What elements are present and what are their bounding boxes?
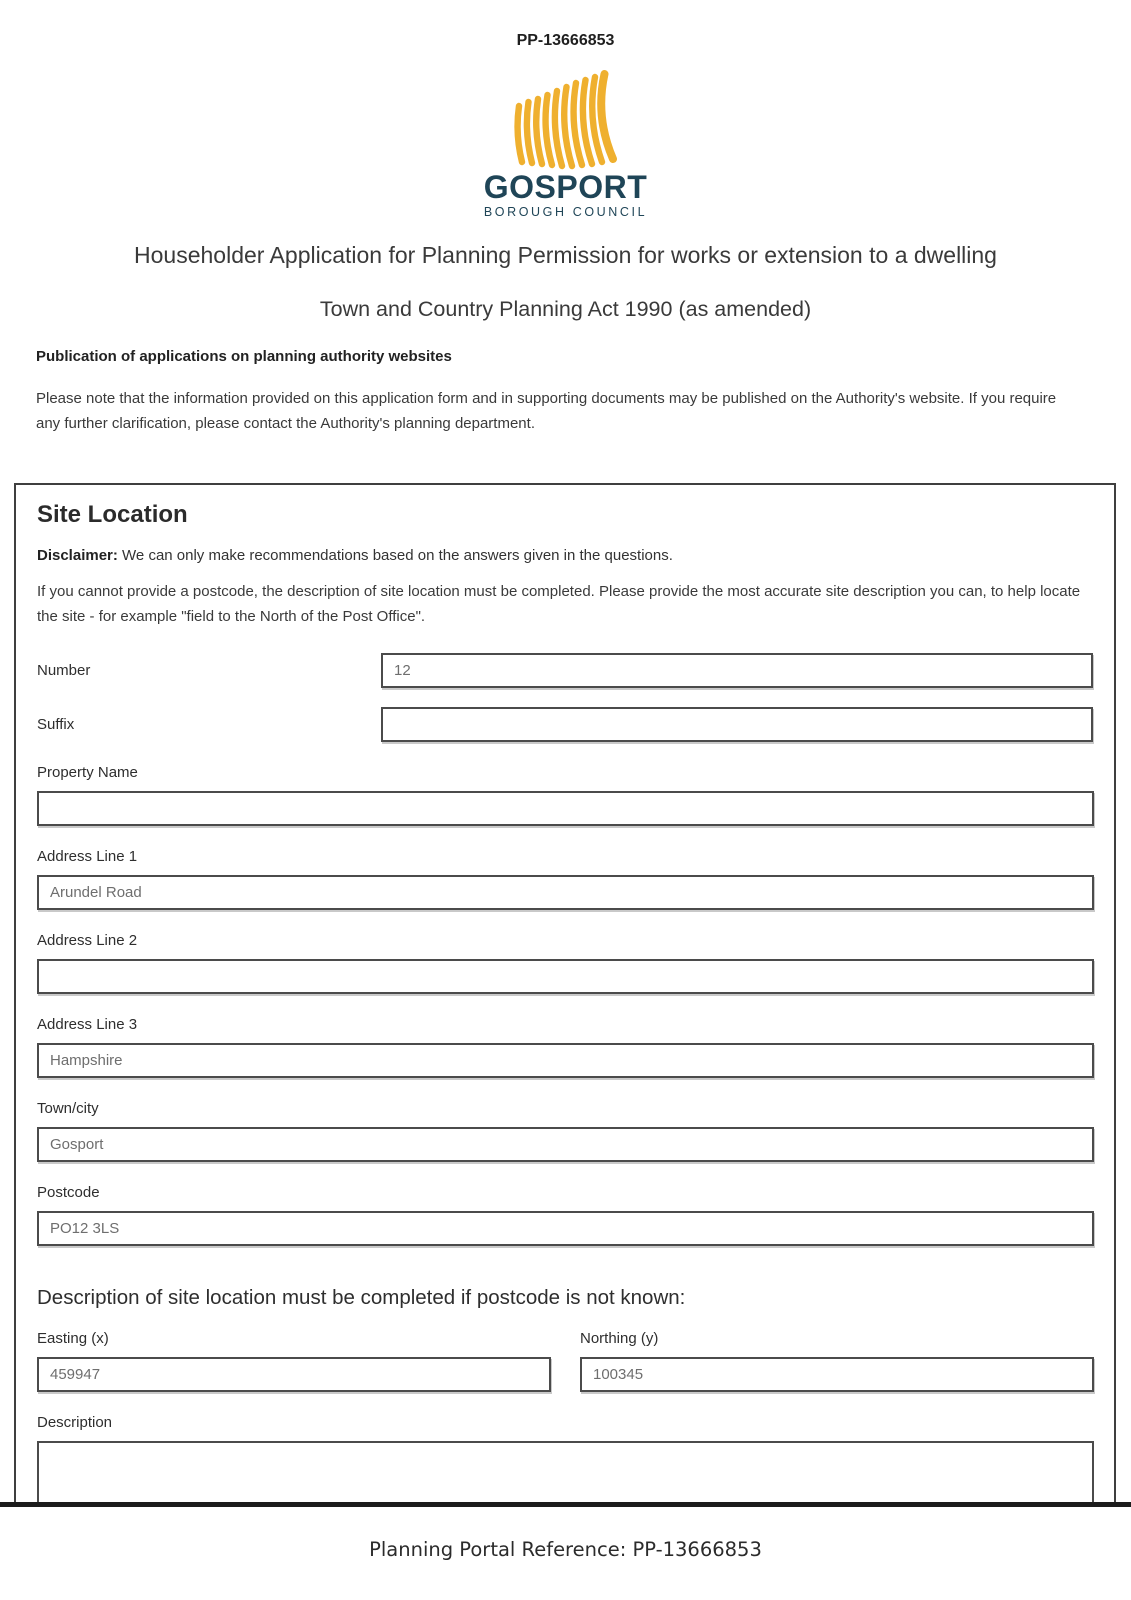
address-line-3-input[interactable]: [37, 1043, 1094, 1078]
site-location-section: [14, 483, 1116, 1502]
address-line-3-label: Address Line 3: [37, 1016, 138, 1033]
address-line-1-field-group: [37, 848, 1093, 910]
description-heading: Description of site location must be completed if postcode is not known:: [37, 1286, 686, 1309]
site-location-heading: Site Location: [37, 501, 188, 528]
town-city-label: Town/city: [37, 1100, 99, 1117]
number-input[interactable]: [381, 653, 1093, 688]
disclaimer-text: Disclaimer: We can only make recommendations based on the answers given in the questions.: [37, 547, 673, 564]
number-field-row: [37, 653, 1093, 688]
northing-label: Northing (y): [580, 1330, 659, 1347]
suffix-label: Suffix: [37, 716, 75, 733]
publication-heading: Publication of applications on planning authority websites: [36, 348, 452, 366]
coordinates-row: [37, 1330, 1093, 1392]
gosport-sail-icon: [493, 62, 638, 174]
northing-input[interactable]: [580, 1357, 1094, 1392]
page-break-divider: [0, 1502, 1131, 1507]
description-label: Description: [37, 1414, 113, 1431]
easting-field-group: [37, 1330, 551, 1392]
postcode-note: If you cannot provide a postcode, the description of site location must be completed. Please provide the most accurate site description you can, to help locate the site - for example "field to the North of the Post Office".: [37, 583, 1081, 625]
address-line-2-label: Address Line 2: [37, 932, 138, 949]
address-line-2-field-group: [37, 932, 1093, 994]
easting-input[interactable]: [37, 1357, 551, 1392]
description-textarea[interactable]: [37, 1441, 1094, 1502]
document-subtitle: Town and Country Planning Act 1990 (as amended): [319, 297, 812, 322]
postcode-field-group: [37, 1184, 1093, 1246]
suffix-field-row: [37, 707, 1093, 742]
postcode-label: Postcode: [37, 1184, 100, 1201]
number-label: Number: [37, 662, 91, 679]
description-field-group: [37, 1414, 1093, 1502]
disclaimer-label: Disclaimer:: [37, 547, 118, 564]
logo-name: GOSPORT: [483, 169, 648, 205]
property-name-field-group: [37, 764, 1093, 826]
document-title: Householder Application for Planning Permission for works or extension to a dwelling: [134, 242, 997, 269]
logo-subtitle: BOROUGH COUNCIL: [483, 205, 648, 220]
property-name-label: Property Name: [37, 764, 138, 781]
town-city-field-group: [37, 1100, 1093, 1162]
gosport-council-logo: [0, 62, 1131, 220]
suffix-input[interactable]: [381, 707, 1093, 742]
address-line-1-label: Address Line 1: [37, 848, 138, 865]
address-line-2-input[interactable]: [37, 959, 1094, 994]
address-line-1-input[interactable]: [37, 875, 1094, 910]
easting-label: Easting (x): [37, 1330, 109, 1347]
publication-note: Please note that the information provided on this application form and in supporting documents may be published on the Authority's website. If you require any further clarification, please contact the Authority's planning department.: [36, 390, 1057, 433]
address-line-3-field-group: [37, 1016, 1093, 1078]
planning-portal-reference-top: PP-13666853: [516, 32, 615, 49]
planning-portal-reference-footer: Planning Portal Reference: PP-13666853: [369, 1538, 762, 1561]
property-name-input[interactable]: [37, 791, 1094, 826]
town-city-input[interactable]: [37, 1127, 1094, 1162]
postcode-input[interactable]: [37, 1211, 1094, 1246]
northing-field-group: [580, 1330, 1094, 1392]
